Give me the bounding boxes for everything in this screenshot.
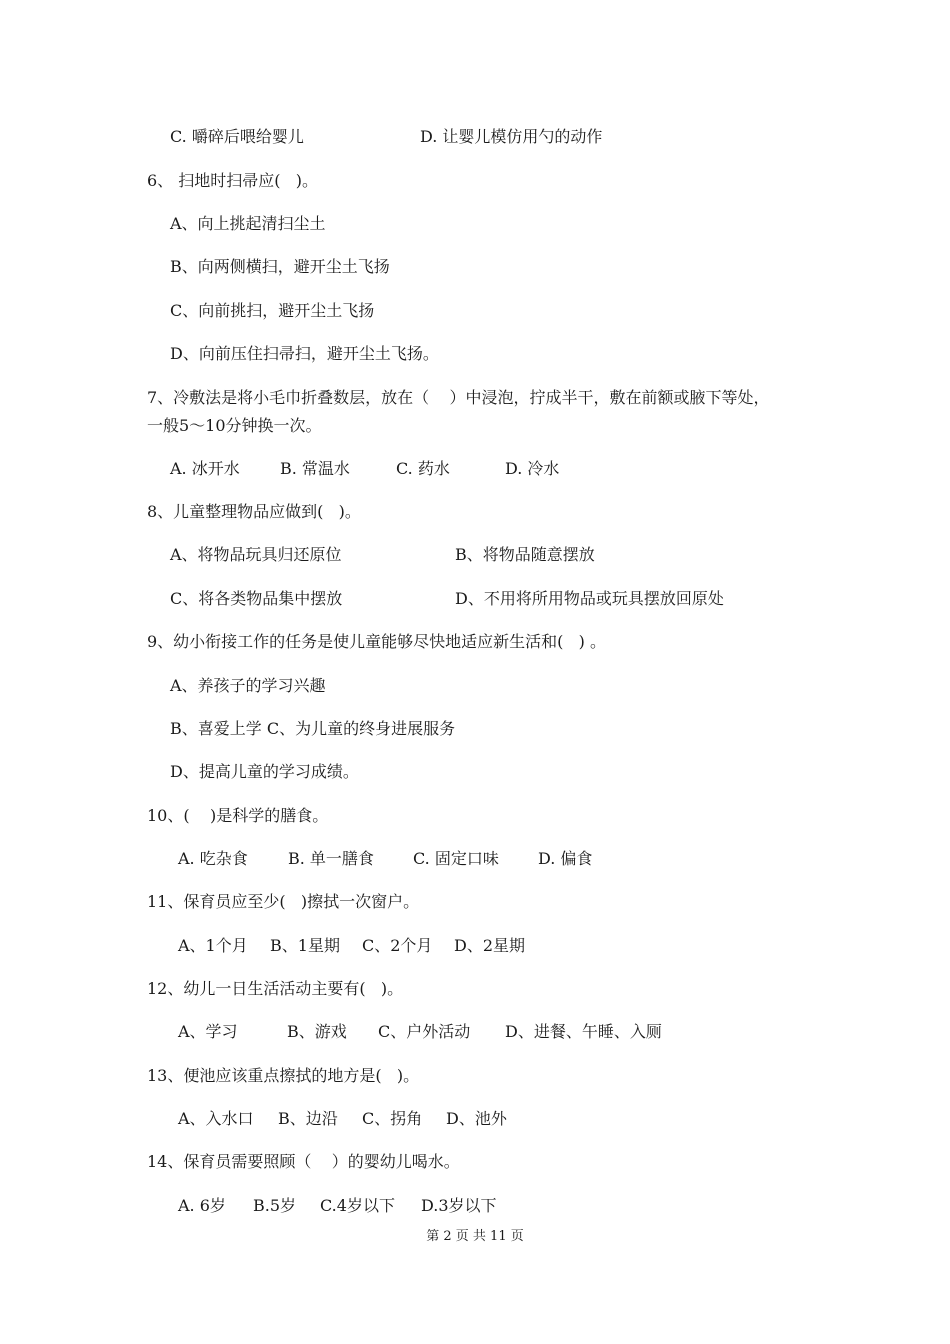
question-10-option-b: B. 单一膳食 [288,849,374,868]
question-12-option-d: D、进餐、午睡、入厕 [505,1022,662,1041]
question-9-option-a: A、养孩子的学习兴趣 [170,676,326,695]
question-6-stem: 6、 扫地时扫帚应( )。 [147,171,319,190]
question-9-stem: 9、幼小衔接工作的任务是使儿童能够尽快地适应新生活和( ) 。 [147,632,607,651]
page-footer: 第 2 页 共 11 页 [426,1229,524,1244]
question-10-option-c: C. 固定口味 [413,849,499,868]
question-7-stem-line2: 一般5～10分钟换一次。 [147,416,322,435]
question-7-option-a: A. 冰开水 [170,459,240,478]
question-11-stem: 11、保育员应至少( )擦拭一次窗户。 [147,892,420,911]
question-8-option-c: C、将各类物品集中摆放 [170,589,343,608]
question-7-option-d: D. 冷水 [505,459,560,478]
question-10-option-d: D. 偏食 [538,849,593,868]
question-11-option-c: C、2个月 [362,936,433,955]
question-12-stem: 12、幼儿一日生活活动主要有( )。 [147,979,404,998]
question-9-option-d: D、提高儿童的学习成绩。 [170,762,359,781]
question-7-option-b: B. 常温水 [280,459,350,478]
option-c: C. 嚼碎后喂给婴儿 [170,127,304,146]
question-8-option-a: A、将物品玩具归还原位 [170,545,342,564]
question-12-option-b: B、游戏 [287,1022,347,1041]
question-14-option-a: A. 6岁 [178,1196,226,1215]
question-8-option-d: D、不用将所用物品或玩具摆放回原处 [455,589,724,608]
question-6-option-a: A、向上挑起清扫尘土 [170,214,326,233]
question-8-stem: 8、儿童整理物品应做到( )。 [147,502,361,521]
question-13-option-a: A、入水口 [178,1109,254,1128]
question-10-option-a: A. 吃杂食 [178,849,248,868]
question-11-option-d: D、2星期 [454,936,526,955]
question-12-option-c: C、户外活动 [378,1022,471,1041]
question-13-stem: 13、便池应该重点擦拭的地方是( )。 [147,1066,420,1085]
question-14-option-c: C.4岁以下 [320,1196,395,1215]
question-11-option-b: B、1星期 [270,936,340,955]
question-6-option-d: D、向前压住扫帚扫，避开尘土飞扬。 [170,344,439,363]
question-13-option-d: D、池外 [446,1109,507,1128]
question-14-option-d: D.3岁以下 [421,1196,497,1215]
question-7-stem-line1: 7、冷敷法是将小毛巾折叠数层，放在（ ）中浸泡，拧成半干，敷在前额或腋下等处， [147,388,770,407]
question-9-option-bc: B、喜爱上学 C、为儿童的终身进展服务 [170,719,456,738]
question-13-option-c: C、拐角 [362,1109,423,1128]
question-14-option-b: B.5岁 [253,1196,297,1215]
question-6-option-c: C、向前挑扫，避开尘土飞扬 [170,301,375,320]
question-11-option-a: A、1个月 [178,936,248,955]
question-7-option-c: C. 药水 [396,459,450,478]
question-12-option-a: A、学习 [178,1022,238,1041]
option-d: D. 让婴儿模仿用勺的动作 [420,127,603,146]
question-13-option-b: B、边沿 [278,1109,338,1128]
question-10-stem: 10、( )是科学的膳食。 [147,806,329,825]
question-14-stem: 14、保育员需要照顾（ ）的婴幼儿喝水。 [147,1152,460,1171]
question-6-option-b: B、向两侧横扫，避开尘土飞扬 [170,257,390,276]
question-8-option-b: B、将物品随意摆放 [455,545,595,564]
